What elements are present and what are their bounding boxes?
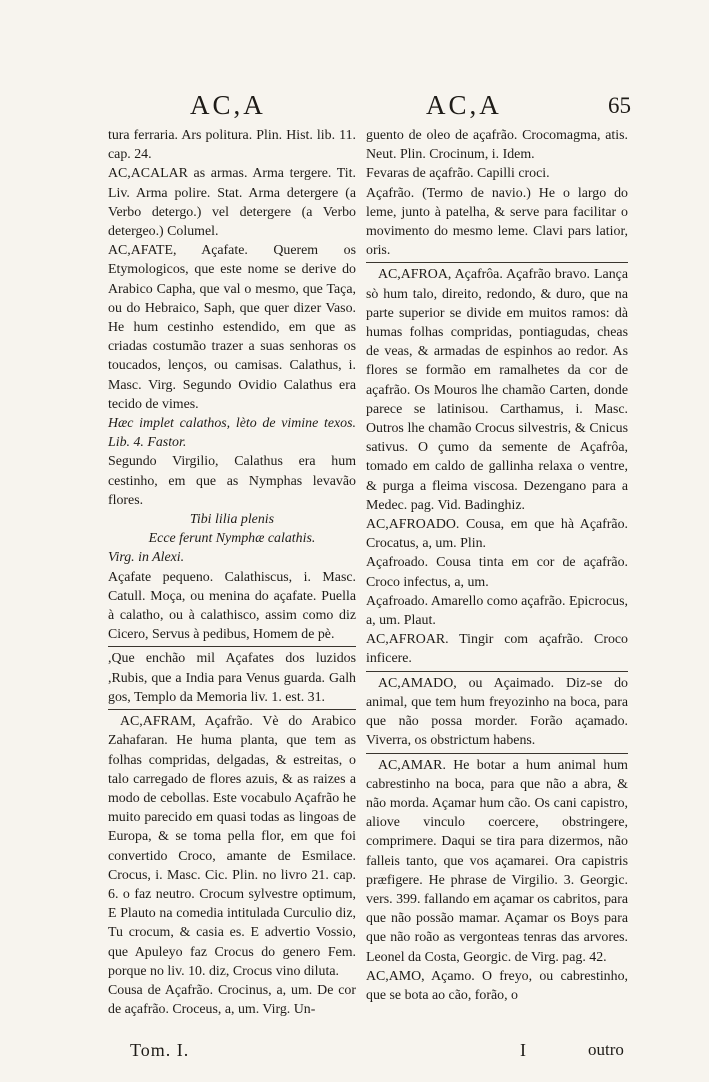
entry-acafate: AC,AFATE, Açafate. Querem os Etymologicos, que este nome se derive do Arabico Capha, que val o mesmo, que Taça, ou do Hebraico, Saph, que quer dizer Vaso. He hum cestinho estendido, em que as criadas costumão trazer a suas senhoras os toucados, lenços, ou camisas. Calathus, i. Masc. Virg. Segundo Ovidio Calathus era tecido de vimes.: [108, 243, 356, 412]
entry-paragraph: Açafroado. Amarello como açafrão. Epicrocus, a, um. Plaut.: [366, 593, 628, 629]
quotation-galhegos: ,Que enchão mil Açafates dos luzidos ,Rubis, que a India para Venus guarda. Galh gos, Templo da Memoria liv. 1. est. 31.: [108, 651, 356, 705]
volume-signature: Tom. I.: [130, 1040, 190, 1060]
running-head-left: AC,A: [190, 90, 266, 120]
entry-acamado: AC,AMADO, ou Açaimado. Diz-se do animal, que tem hum freyozinho na boca, para que não possa morder. Forão açamado. Viverra, os obstrictum habens.: [366, 675, 628, 749]
entry-paragraph: Açafate pequeno. Calathiscus, i. Masc. Catull. Moça, ou menina do açafate. Puella à calatho, ou à calathisco, assim como diz Cicero, Servus à pedibus, Homem de pè.: [108, 569, 356, 643]
verse-source: Virg. in Alexi.: [108, 550, 185, 566]
right-column: [366, 126, 628, 1005]
entry-acafram: AC,AFRAM, Açafrão. Vè do Arabico Zahafaran. He huma planta, que tem as folhas compridas, delgadas, & estreitas, o talo carregado de flores azuis, & as raizes a modo de cebollas. Este vocabulo Açafrão he muito parecido em quasi todas as lingoas de Europa, & se toma pella flor, em que foi convertido Croco, amante de Esmilace. Crocus, i. Masc. Cic. Plin. no livro 21. cap. 6. o faz neutro. Crocum sylvestre optimum, E Plauto na comedia intitulada Curculio diz, Tu crocum, & casia es. E advertio Vossio, que Apuleyo faz Crocus do genero Fem. porque no liv. 10. diz, Crocus vino diluta.: [108, 714, 356, 979]
quotation-ovid: Hæc implet calathos, lèto de vimine texos. Lib. 4. Fastor.: [108, 416, 356, 451]
entry-acamar: AC,AMAR. He botar a hum animal hum cabrestinho na boca, para que não a abra, & não morda. Açamar hum cão. Os cani capistro, aliove vinculo coercere, obstringere, comprimere. Daqui se tira para dizermos, não falleis tanto, que vos açamarei. Ora capistris præfigere. He phrase de Virgilio. 3. Georgic. vers. 399. fallando em açamar os cabritos, para que não possão mamar. Açamar os Boys para que não roão as vergonteas tenras das arvores. Leonel da Costa, Georgic. de Virg. pag. 42.: [366, 757, 628, 965]
entry-acafroado: AC,AFROADO. Cousa, em que hà Açafrão. Crocatus, a, um. Plin.: [366, 517, 628, 552]
page-number: 65: [608, 93, 631, 118]
divider: [366, 262, 628, 263]
verse-line: Ecce ferunt Nymphæ calathis.: [148, 531, 316, 547]
entry-paragraph: Cousa de Açafrão. Crocinus, a, um. De cor de açafrão. Croceus, a, um. Virg. Un-: [108, 982, 356, 1018]
entry-continuation: tura ferraria. Ars politura. Plin. Hist. lib. 11. cap. 24.: [108, 128, 356, 163]
verse-line: Tibi lilia plenis: [189, 512, 275, 528]
entry-paragraph: Segundo Virgilio, Calathus era hum cestinho, em que as Nymphas levavão flores.: [108, 454, 356, 508]
left-column: [108, 126, 356, 1019]
divider: [366, 671, 628, 672]
divider: [366, 753, 628, 754]
divider: [108, 709, 356, 710]
entry-acamo: AC,AMO, Açamo. O freyo, ou cabrestinho, que se bota ao cão, forão, o: [366, 968, 628, 1003]
entry-acafroar: AC,AFROAR. Tingir com açafrão. Croco inficere.: [366, 632, 628, 667]
entry-acacalar: AC,ACALAR as armas. Arma tergere. Tit. Liv. Arma polire. Stat. Arma detergere (a Verbo detergo.) vel detergere (a Verbo detergeo.) Columel.: [108, 166, 356, 240]
entry-acafroa: AC,AFROA, Açafrôa. Açafrão bravo. Lança sò hum talo, direito, redondo, & duro, que na parte superior se divide em muitos ramos: dà humas folhas compridas, pontiagudas, cheas de veas, & armadas de espinhos ao redor. As flores se formão em ramalhetes da cor de açafrão. Os Mouros lhe chamão Carten, donde parece se latinisou. Carthamus, i. Masc. Outros lhe chamão Crocus silvestris, & Cnicus sativus. O çumo da semente de Açafrôa, tomado em caldo de gallinha relaxa o ventre, & purga a fleima viscosa. Dezengano para a Medec. pag. Vid. Badinghiz.: [366, 267, 628, 513]
running-head-right: AC,A: [426, 90, 502, 120]
gathering-mark: I: [520, 1040, 526, 1060]
entry-continuation: guento de oleo de açafrão. Crocomagma, atis. Neut. Plin. Crocinum, i. Idem.: [366, 128, 628, 163]
divider: [108, 646, 356, 647]
catchword: outro: [588, 1040, 624, 1059]
entry-paragraph: Fevaras de açafrão. Capilli croci.: [366, 166, 550, 182]
entry-paragraph: Açafrão. (Termo de navio.) He o largo do leme, junto à patelha, & serve para facilitar o movimento do mesmo leme. Clavi pars latior, oris.: [366, 185, 628, 259]
entry-paragraph: Açafroado. Cousa tinta em cor de açafrão. Croco infectus, a, um.: [366, 555, 628, 590]
